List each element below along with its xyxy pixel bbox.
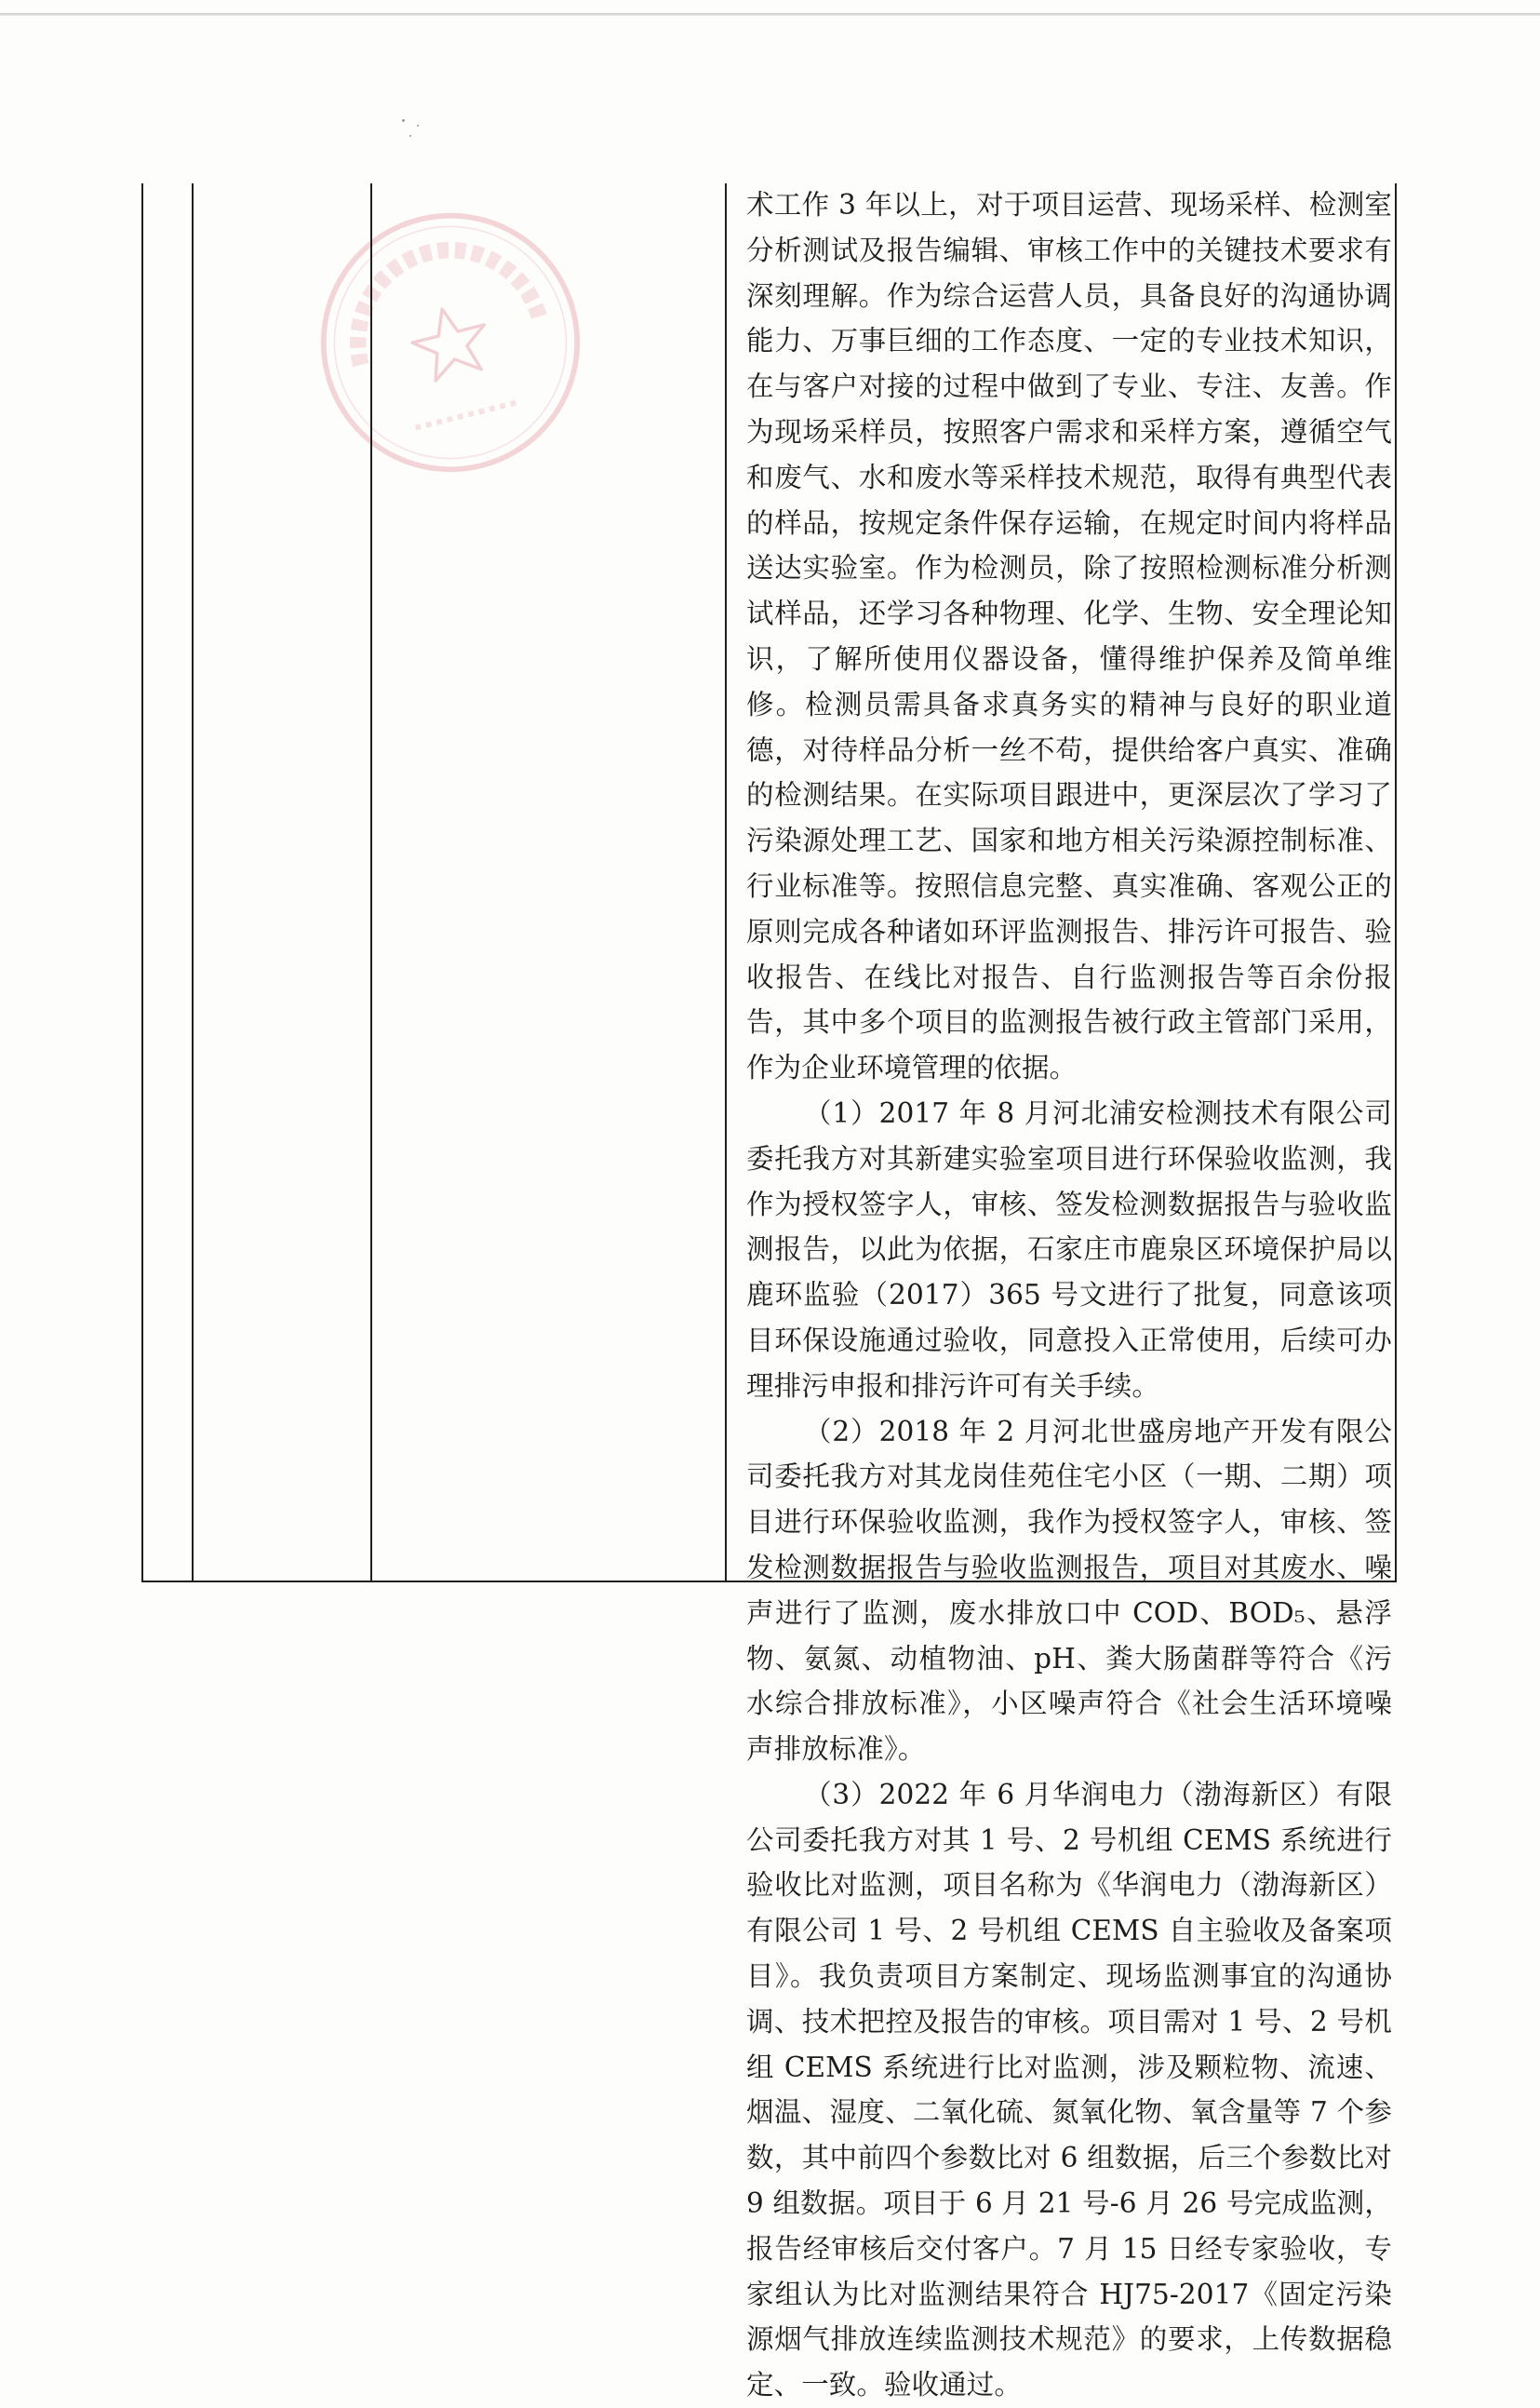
table-border-left (141, 183, 143, 1582)
scan-top-edge (0, 13, 1540, 16)
table-column-divider-2 (370, 183, 372, 1582)
scan-speck (402, 119, 405, 122)
scan-speck (417, 125, 419, 127)
table-column-divider-1 (192, 183, 194, 1582)
table-column-divider-3 (725, 183, 727, 1582)
paragraph-project-3: （3）2022 年 6 月华润电力（渤海新区）有限公司委托我方对其 1 号、2 号机组 CEMS 系统进行验收比对监测，项目名称为《华润电力（渤海新区）有限公司 1 号、2 号机组 CEMS 自主验收及备案项目》。我负责项目方案制定、现场监测事宜的沟通协调、技术把控及报告的审核。项目需对 1 号、2 号机组 CEMS 系统进行比对监测，涉及颗粒物、流速、烟温、湿度、二氧化硫、氮氧化物、氧含量等 7 个参数，其中前四个参数比对 6 组数据，后三个参数比对 9 组数据。项目于 6 月 21 号-6 月 26 号完成监测，报告经审核后交付客户。7 月 15 日经专家验收，专家组认为比对监测结果符合 HJ75-2017《固定污染源烟气排放连续监测技术规范》的要求，上传数据稳定、一致。验收通过。 (746, 1778, 1392, 2401)
paragraph-project-2: （2）2018 年 2 月河北世盛房地产开发有限公司委托我方对其龙岗佳苑住宅小区（一期、二期）项目进行环保验收监测，我作为授权签字人，审核、签发检测数据报告与验收监测报告，项目对其废水、噪声进行了监测，废水排放口中 COD、BOD₅、悬浮物、氨氮、动植物油、pH、粪大肠菌群等符合《污水综合排放标准》，小区噪声符合《社会生活环境噪声排放标准》。 (746, 1415, 1392, 1766)
paragraph-qualification-summary: 术工作 3 年以上，对于项目运营、现场采样、检测室分析测试及报告编辑、审核工作中的关键技术要求有深刻理解。作为综合运营人员，具备良好的沟通协调能力、万事巨细的工作态度、一定的专业技术知识，在与客户对接的过程中做到了专业、专注、友善。作为现场采样员，按照客户需求和采样方案，遵循空气和废气、水和废水等采样技术规范，取得有典型代表的样品，按规定条件保存运输，在规定时间内将样品送达实验室。作为检测员，除了按照检测标准分析测试样品，还学习各种物理、化学、生物、安全理论知识，了解所使用仪器设备，懂得维护保养及简单维修。检测员需具备求真务实的精神与良好的职业道德，对待样品分析一丝不苟，提供给客户真实、准确的检测结果。在实际项目跟进中，更深层次了学习了污染源处理工艺、国家和地方相关污染源控制标准、行业标准等。按照信息完整、真实准确、客观公正的原则完成各种诸如环评监测报告、排污许可报告、验收报告、在线比对报告、自行监测报告等百余份报告，其中多个项目的监测报告被行政主管部门采用，作为企业环境管理的依据。 (746, 189, 1392, 1084)
table-border-right (1395, 183, 1397, 1582)
paragraph-project-1: （1）2017 年 8 月河北浦安检测技术有限公司委托我方对其新建实验室项目进行环保验收监测，我作为授权签字人，审核、签发检测数据报告与验收监测报告，以此为依据，石家庄市鹿泉区环境保护局以鹿环监验（2017）365 号文进行了批复，同意该项目环保设施通过验收，同意投入正常使用，后续可办理排污申报和排污许可有关手续。 (746, 1096, 1392, 1402)
table-cell-content (746, 182, 1392, 2408)
scan-speck (409, 135, 411, 137)
